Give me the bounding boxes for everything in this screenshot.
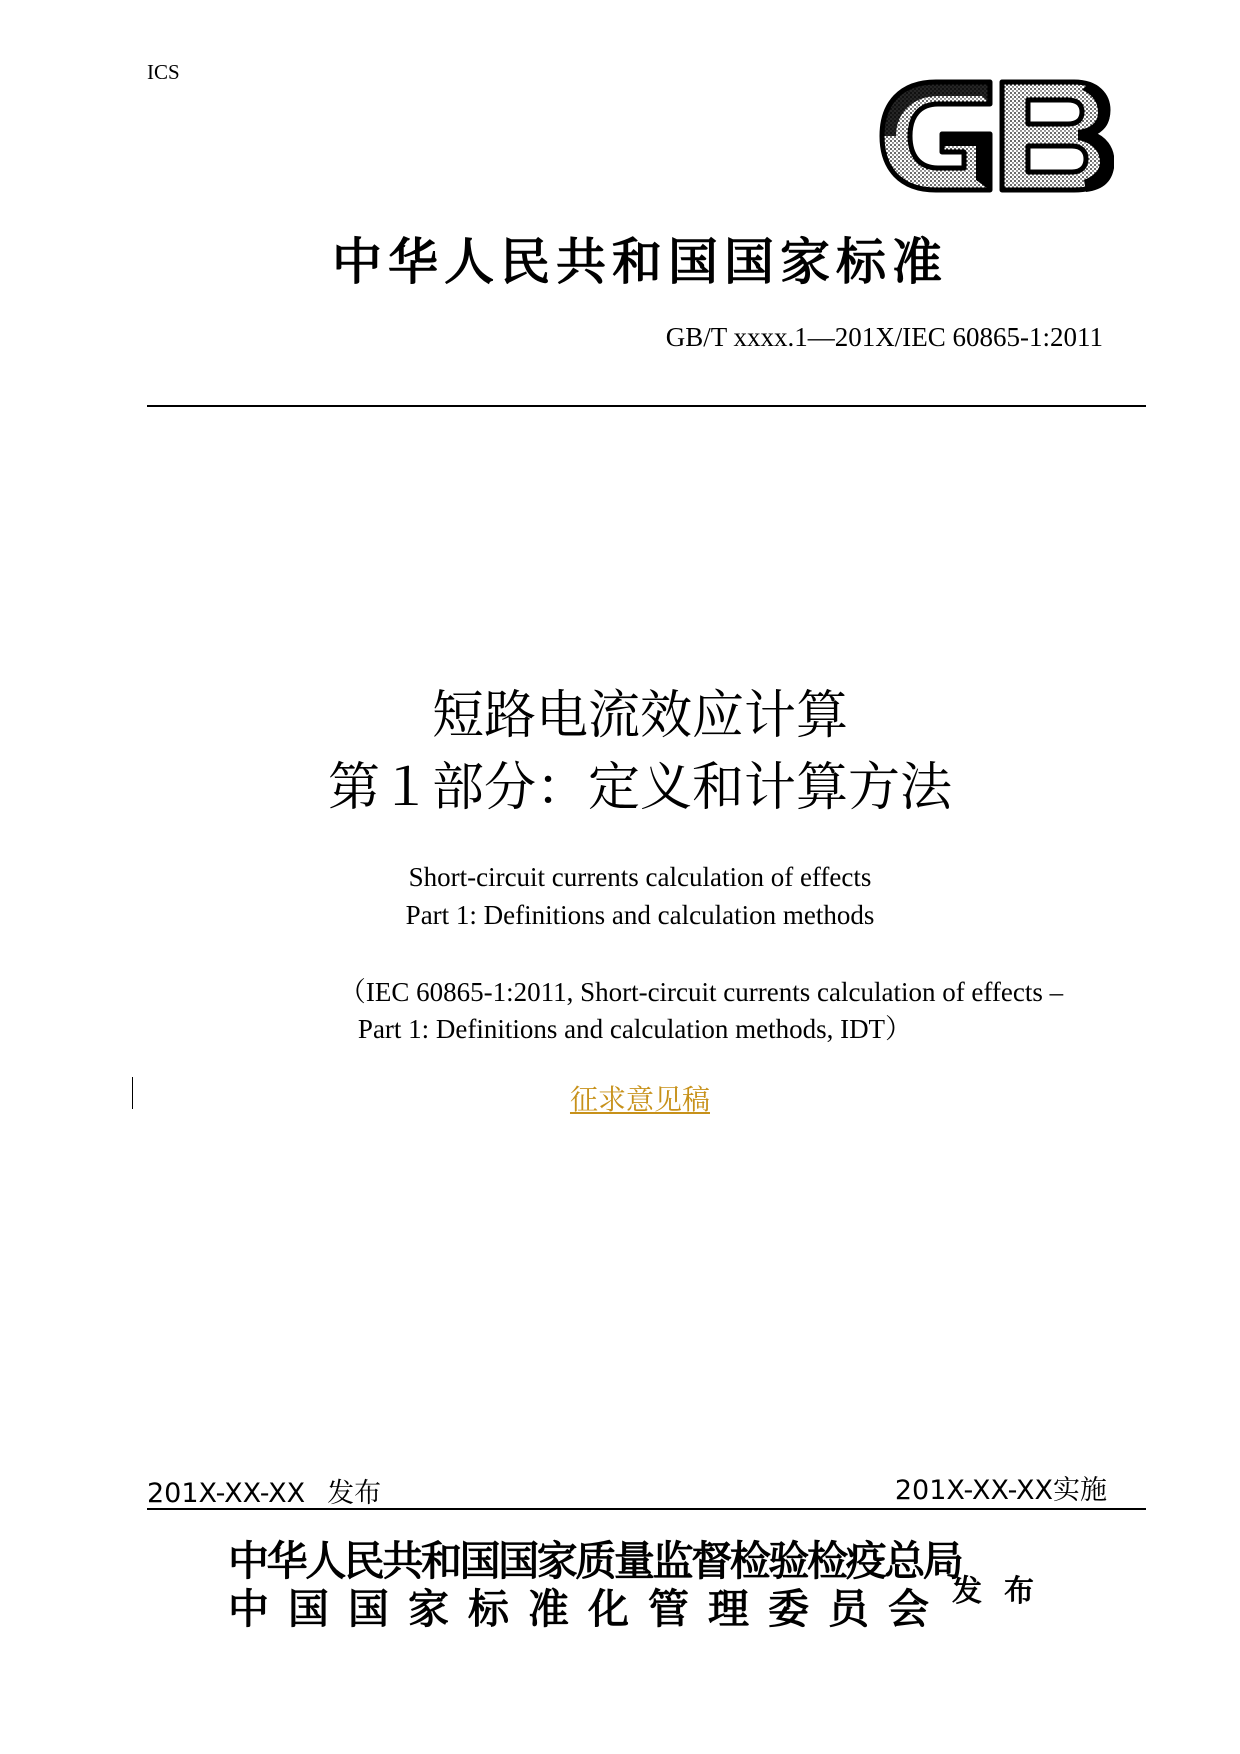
iec-reference-line-1: （IEC 60865-1:2011, Short-circuit currents calculation of effects – bbox=[338, 977, 1064, 1007]
effective-label: 实施 bbox=[1053, 1475, 1107, 1506]
chinese-title bbox=[0, 680, 1240, 824]
header-divider bbox=[147, 405, 1146, 407]
english-title-line-1: Short-circuit currents calculation of effects bbox=[408, 862, 872, 892]
standard-number: GB/T xxxx.1—201X/IEC 60865-1:2011 bbox=[665, 322, 1103, 352]
publish-date: 201X-XX-XX bbox=[147, 1478, 306, 1509]
footer-divider bbox=[147, 1508, 1146, 1510]
iec-reference bbox=[0, 974, 1240, 1048]
gb-logo-graphic bbox=[878, 76, 1114, 196]
english-title-line-2: Part 1: Definitions and calculation methods bbox=[405, 900, 875, 930]
english-title bbox=[0, 858, 1240, 934]
draft-status[interactable]: 征求意见稿 bbox=[569, 1085, 710, 1116]
gb-logo bbox=[878, 76, 1114, 196]
iec-reference-line-2: Part 1: Definitions and calculation methods, IDT） bbox=[357, 1014, 913, 1044]
chinese-title-line-1: 短路电流效应计算 bbox=[431, 686, 848, 746]
national-standard-title: 中华人民共和国国家标准 bbox=[332, 232, 948, 291]
publish-date-row bbox=[147, 1471, 381, 1510]
chinese-title-line-2: 第１部分：定义和计算方法 bbox=[327, 758, 952, 818]
ics-label: ICS bbox=[147, 60, 180, 84]
issuer-aqsiq: 中华人民共和国国家质量监督检验检疫总局 bbox=[228, 1537, 962, 1585]
issuer-sac: 中国国家标准化管理委员会 bbox=[228, 1585, 948, 1633]
publish-label: 发布 bbox=[327, 1478, 382, 1509]
effective-date: 201X-XX-XX bbox=[894, 1475, 1053, 1506]
issue-label: 发布 bbox=[952, 1574, 1056, 1609]
effective-date-row bbox=[895, 1468, 1107, 1507]
